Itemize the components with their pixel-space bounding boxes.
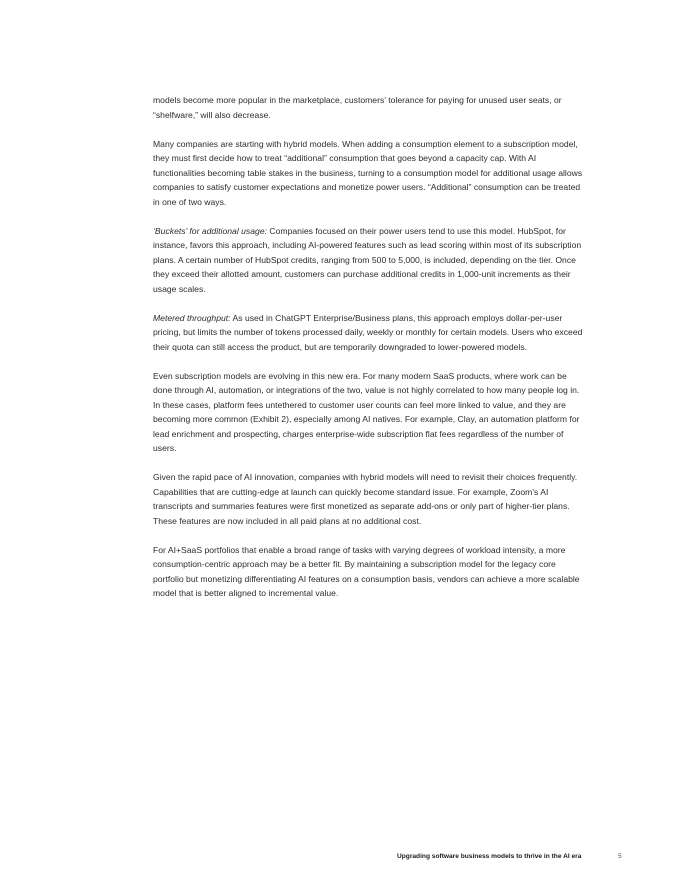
paragraph-4 (153, 311, 583, 355)
body-text (153, 93, 583, 615)
paragraph-4-lead: Metered throughput: (153, 312, 231, 323)
paragraph-4-text: As used in ChatGPT Enterprise/Business plans, this approach employs dollar-per-user pricing, but limits the number of tokens processed daily, weekly or monthly for certain models. Users who exceed their quota can still access the product, but are temporarily downgraded to lower-powered models. (153, 312, 583, 352)
paragraph-3 (153, 224, 583, 297)
paragraph-2-text: Many companies are starting with hybrid models. When adding a consumption element to a subscription model, they must first decide how to treat “additional” consumption that goes beyond a capacity cap. With AI functionalities becoming table stakes in the business, turning to a consumption model for additional usage allows companies to satisfy customer expectations and monetize power users. “Additional” consumption can be treated in one of two ways. (153, 138, 583, 207)
paragraph-3-text: Companies focused on their power users tend to use this model. HubSpot, for instance, favors this approach, including AI-powered features such as lead scoring within most of its subscription plans. A certain number of HubSpot credits, ranging from 500 to 5,000, is included, depending on the tier. Once they exceed their allotted amount, customers can purchase additional credits in 1,000-unit increments as their usage scales. (153, 225, 582, 294)
paragraph-1 (153, 93, 583, 122)
footer-document-title: Upgrading software business models to thrive in the AI era (397, 853, 582, 860)
paragraph-2 (153, 137, 583, 210)
paragraph-6-text: Given the rapid pace of AI innovation, companies with hybrid models will need to revisit their choices frequently. Capabilities that are cutting-edge at launch can quickly become standard issue. For example, Zoom’s AI transcripts and summaries features were first monetized as separate add-ons or only part of higher-tier plans. These features are now included in all paid plans at no additional cost. (153, 472, 578, 526)
paragraph-7-text: For AI+SaaS portfolios that enable a broad range of tasks with varying degrees of workload intensity, a more consumption-centric approach may be a better fit. By maintaining a subscription model for the legacy core portfolio but monetizing differentiating AI features on a consumption basis, vendors can achieve a more scalable model that is better aligned to incremental value. (153, 544, 580, 598)
footer-page-number: 5 (618, 853, 622, 860)
paragraph-5-text: Even subscription models are evolving in this new era. For many modern SaaS products, where work can be done through AI, automation, or integrations of the two, value is not highly correlated to how many people log in. In these cases, platform fees untethered to customer user counts can feel more linked to value, and they are becoming more common (Exhibit 2), especially among AI natives. For example, Clay, an automation platform for lead enrichment and prospecting, charges enterprise-wide subscription flat fees regardless of the number of users. (153, 370, 580, 453)
paragraph-1-text: models become more popular in the marketplace, customers’ tolerance for paying for unused user seats, or “shelfware,” will also decrease. (153, 95, 562, 120)
paragraph-3-lead: ‘Buckets’ for additional usage: (153, 225, 268, 236)
paragraph-6 (153, 470, 583, 528)
paragraph-5 (153, 369, 583, 456)
paragraph-7 (153, 543, 583, 601)
